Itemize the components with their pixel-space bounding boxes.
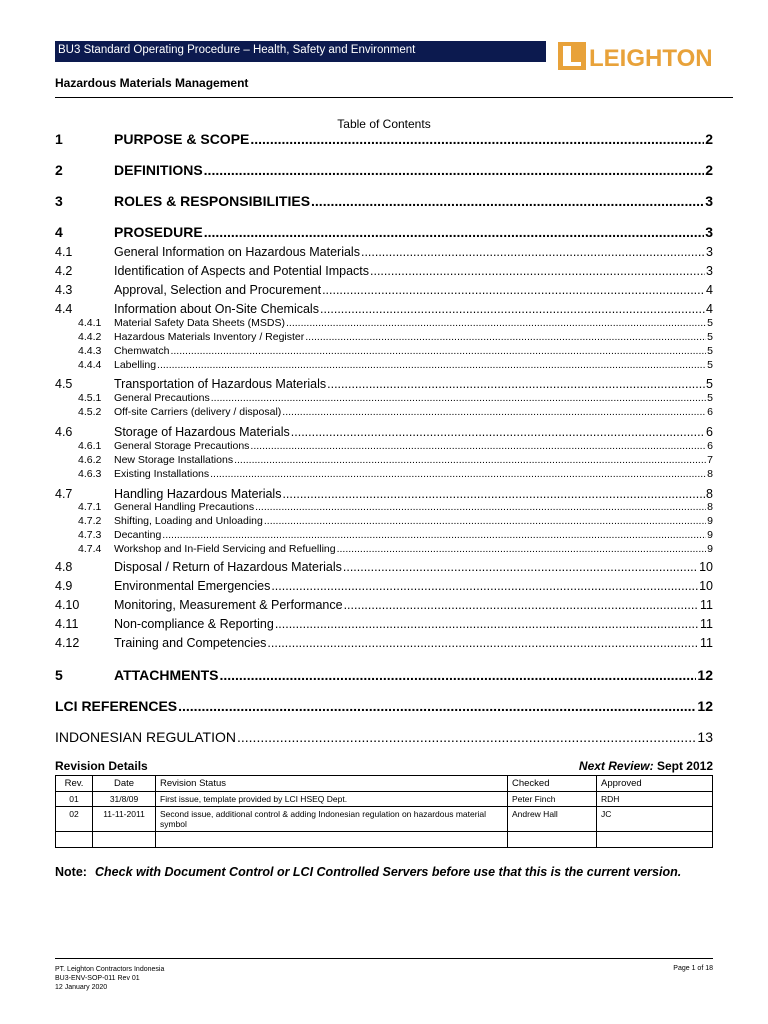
toc-leader-dots xyxy=(275,617,699,631)
toc-entry[interactable] xyxy=(55,487,713,501)
toc-entry-number: 4.6 xyxy=(55,425,73,439)
toc-leader-dots xyxy=(234,454,706,466)
toc-entry-number: 4.7.4 xyxy=(78,543,102,555)
toc-entry[interactable] xyxy=(55,425,713,439)
toc-entry[interactable] xyxy=(55,377,713,391)
toc-entry[interactable] xyxy=(55,131,713,147)
table-row: 01 31/8/09 First issue, template provided by LCI HSEQ Dept. Peter Finch RDH xyxy=(56,792,713,807)
toc-entry-number: 4.1 xyxy=(55,245,73,259)
toc-entry-page: 11 xyxy=(700,617,713,631)
col-rev: Rev. xyxy=(56,776,93,792)
toc-entry-number: 4.3 xyxy=(55,283,73,297)
toc-entry-title: Labelling xyxy=(114,359,157,371)
toc-entry-number: 4.4 xyxy=(55,302,73,316)
toc-entry[interactable] xyxy=(55,331,713,343)
col-status: Revision Status xyxy=(156,776,508,792)
toc-entry-number: 4.4.2 xyxy=(78,331,102,343)
toc-leader-dots xyxy=(170,345,706,357)
toc-entry-title: General Information on Hazardous Materials xyxy=(114,245,360,259)
toc-entry[interactable] xyxy=(55,224,713,240)
toc-leader-dots xyxy=(337,543,707,555)
toc-entry-title: Shifting, Loading and Unloading xyxy=(114,515,263,527)
toc-leader-dots xyxy=(162,529,706,541)
footer-date: 12 January 2020 xyxy=(55,984,108,991)
toc-entry[interactable] xyxy=(55,515,713,527)
toc-leader-dots xyxy=(204,224,705,240)
toc-entry[interactable] xyxy=(55,501,713,513)
sop-title: BU3 Standard Operating Procedure – Health, Safety and Environment xyxy=(58,44,416,56)
toc-entry-page: 12 xyxy=(697,667,713,683)
toc-entry-title: ATTACHMENTS xyxy=(114,667,219,683)
toc-entry[interactable] xyxy=(55,193,713,209)
toc-entry-page: 11 xyxy=(700,598,713,612)
toc-leader-dots xyxy=(311,193,704,209)
toc-leader-dots xyxy=(344,598,699,612)
toc-leader-dots xyxy=(204,162,705,178)
sop-title-bar xyxy=(55,41,546,62)
toc-entry-title: Existing Installations xyxy=(114,468,210,480)
toc-entry[interactable] xyxy=(55,617,713,631)
toc-entry-title: PURPOSE & SCOPE xyxy=(114,131,250,147)
toc-entry-page: 3 xyxy=(706,264,713,278)
toc-entry[interactable] xyxy=(55,598,713,612)
footer-page-number: Page 1 of 18 xyxy=(673,965,713,972)
toc-leader-dots xyxy=(237,729,696,745)
toc-entry-number: 4.5.2 xyxy=(78,406,102,418)
toc-entry-number: 4 xyxy=(55,224,63,240)
leighton-logo xyxy=(558,41,730,71)
toc-entry[interactable] xyxy=(55,667,713,683)
toc-leader-dots xyxy=(211,392,706,404)
toc-entry-title: Information about On-Site Chemicals xyxy=(114,302,319,316)
toc-entry-page: 6 xyxy=(707,440,713,452)
note xyxy=(55,864,715,881)
toc-leader-dots xyxy=(305,331,706,343)
toc-entry-page: 8 xyxy=(707,501,713,513)
toc-entry-page: 3 xyxy=(706,245,713,259)
note-label: Note: xyxy=(55,865,87,879)
toc-entry-page: 5 xyxy=(707,345,713,357)
toc-entry-number: 4.10 xyxy=(55,598,80,612)
toc-leader-dots xyxy=(250,440,706,452)
toc-entry-number: 4.7.2 xyxy=(78,515,102,527)
toc-entry-number: 4.6.2 xyxy=(78,454,102,466)
col-approved: Approved xyxy=(597,776,713,792)
toc-entry-title: Disposal / Return of Hazardous Materials xyxy=(114,560,342,574)
toc-leader-dots xyxy=(291,425,705,439)
toc-entry-number: 2 xyxy=(55,162,63,178)
toc-leader-dots xyxy=(327,377,705,391)
toc-entry[interactable] xyxy=(55,543,713,555)
table-row xyxy=(56,832,713,848)
toc-entry-page: 8 xyxy=(707,468,713,480)
toc-entry-title: General Storage Precautions xyxy=(114,440,250,452)
toc-leader-dots xyxy=(343,560,698,574)
toc-entry[interactable] xyxy=(55,302,713,316)
toc-entry-page: 10 xyxy=(699,560,713,574)
toc-entry-number: 4.4.3 xyxy=(78,345,102,357)
toc-entry-title: Hazardous Materials Inventory / Register xyxy=(114,331,305,343)
toc-entry-page: 5 xyxy=(707,331,713,343)
toc-entry-page: 5 xyxy=(707,317,713,329)
toc-entry-number: 4.5 xyxy=(55,377,73,391)
toc-leader-dots xyxy=(178,698,696,714)
toc-entry-title: Identification of Aspects and Potential Impacts xyxy=(114,264,370,278)
toc-entry-page: 4 xyxy=(706,302,713,316)
toc-entry-number: 4.5.1 xyxy=(78,392,102,404)
toc-entry-title: Handling Hazardous Materials xyxy=(114,487,282,501)
toc-entry-page: 2 xyxy=(705,162,713,178)
toc-entry-page: 13 xyxy=(697,729,713,745)
toc-entry[interactable] xyxy=(55,264,713,278)
revision-table xyxy=(55,775,713,848)
toc-entry-number: 4.6.3 xyxy=(78,468,102,480)
toc-leader-dots xyxy=(322,283,705,297)
toc-entry[interactable] xyxy=(55,406,713,418)
toc-entry-number: 4.2 xyxy=(55,264,73,278)
toc-entry-title: New Storage Installations xyxy=(114,454,234,466)
toc-entry-title: Monitoring, Measurement & Performance xyxy=(114,598,343,612)
toc-entry[interactable] xyxy=(55,359,713,371)
footer-info xyxy=(55,965,164,992)
toc-entry[interactable] xyxy=(55,440,713,452)
toc-entry-page: 3 xyxy=(705,224,713,240)
toc-entry-number: 4.7.1 xyxy=(78,501,102,513)
toc-entry-page: 6 xyxy=(707,406,713,418)
toc-entry-number: 4.7 xyxy=(55,487,73,501)
toc-entry-number: 4.11 xyxy=(55,617,79,631)
toc-entry[interactable] xyxy=(55,698,713,714)
toc-entry-title: DEFINITIONS xyxy=(114,162,203,178)
footer-doc-ref: BU3-ENV-SOP-011 Rev 01 xyxy=(55,975,140,982)
toc-entry-number: 4.8 xyxy=(55,560,73,574)
toc-entry-page: 9 xyxy=(707,529,713,541)
note-text: Check with Document Control or LCI Controlled Servers before use that this is the current version. xyxy=(95,865,682,879)
toc-leader-dots xyxy=(267,636,699,650)
toc-leader-dots xyxy=(219,667,696,683)
toc-leader-dots xyxy=(370,264,705,278)
toc-entry-title: Training and Competencies xyxy=(114,636,267,650)
toc-entry-number: 5 xyxy=(55,667,63,683)
toc-leader-dots xyxy=(271,579,698,593)
toc-entry-page: 6 xyxy=(706,425,713,439)
toc-entry-title: Off-site Carriers (delivery / disposal) xyxy=(114,406,282,418)
toc-title: Table of Contents xyxy=(337,117,431,131)
toc-leader-dots xyxy=(286,317,706,329)
toc-entry-title: ROLES & RESPONSIBILITIES xyxy=(114,193,311,209)
toc-leader-dots xyxy=(157,359,706,371)
toc-entry[interactable] xyxy=(55,729,713,745)
toc-entry-page: 2 xyxy=(705,131,713,147)
toc-entry[interactable] xyxy=(55,529,713,541)
toc-entry[interactable] xyxy=(55,283,713,297)
toc-entry-title: Material Safety Data Sheets (MSDS) xyxy=(114,317,285,329)
toc-entry-title: Chemwatch xyxy=(114,345,170,357)
toc-entry[interactable] xyxy=(55,468,713,480)
toc-entry[interactable] xyxy=(55,345,713,357)
col-date: Date xyxy=(93,776,156,792)
toc-entry-page: 9 xyxy=(707,543,713,555)
toc-entry[interactable] xyxy=(55,245,713,259)
toc-entry-page: 5 xyxy=(707,359,713,371)
toc-entry-page: 9 xyxy=(707,515,713,527)
toc-entry[interactable] xyxy=(55,317,713,329)
toc-entry[interactable] xyxy=(55,636,713,650)
toc-entry-title: LCI REFERENCES xyxy=(55,698,178,714)
toc-entry-number: 1 xyxy=(55,131,63,147)
next-review-value: Sept 2012 xyxy=(656,759,713,773)
toc-entry[interactable] xyxy=(55,579,713,593)
toc-leader-dots xyxy=(264,515,706,527)
toc-entry-page: 5 xyxy=(707,392,713,404)
toc-entry-title: Environmental Emergencies xyxy=(114,579,271,593)
toc-entry-number: 4.7.3 xyxy=(78,529,102,541)
table-row: 02 11-11-2011 Second issue, additional control & adding Indonesian regulation on hazardous material symbol Andrew Hall JC xyxy=(56,807,713,832)
toc-entry-number: 4.9 xyxy=(55,579,73,593)
toc-leader-dots xyxy=(320,302,705,316)
toc-entry-number: 4.4.1 xyxy=(78,317,102,329)
toc-entry-title: Storage of Hazardous Materials xyxy=(114,425,290,439)
toc-entry-title: PROSEDURE xyxy=(114,224,203,240)
toc-entry-number: 4.12 xyxy=(55,636,80,650)
toc-entry-title: INDONESIAN REGULATION xyxy=(55,729,236,745)
footer-company: PT. Leighton Contractors Indonesia xyxy=(55,966,165,973)
toc-leader-dots xyxy=(255,501,706,513)
toc-leader-dots xyxy=(282,406,706,418)
toc-leader-dots xyxy=(282,487,705,501)
next-review xyxy=(500,759,713,773)
toc-leader-dots xyxy=(250,131,704,147)
next-review-label: Next Review: xyxy=(578,759,654,773)
toc-entry-title: Decanting xyxy=(114,529,162,541)
toc-entry-page: 4 xyxy=(706,283,713,297)
toc-entry-title: Approval, Selection and Procurement xyxy=(114,283,322,297)
toc-leader-dots xyxy=(361,245,705,259)
toc-leader-dots xyxy=(210,468,706,480)
document-subtitle: Hazardous Materials Management xyxy=(55,76,249,90)
col-checked: Checked xyxy=(508,776,597,792)
toc-entry-number: 4.6.1 xyxy=(78,440,102,452)
footer-divider xyxy=(55,958,713,959)
toc-entry[interactable] xyxy=(55,560,713,574)
toc-entry-title: General Handling Precautions xyxy=(114,501,255,513)
toc-entry-title: Workshop and In-Field Servicing and Refuelling xyxy=(114,543,336,555)
toc-entry[interactable] xyxy=(55,454,713,466)
logo-text: LEIGHTON xyxy=(589,45,713,71)
toc-entry-page: 11 xyxy=(700,636,713,650)
toc-entry-page: 7 xyxy=(707,454,713,466)
toc-entry-page: 12 xyxy=(697,698,713,714)
header-divider xyxy=(55,97,733,98)
toc-entry-title: Non-compliance & Reporting xyxy=(114,617,274,631)
toc-entry-title: Transportation of Hazardous Materials xyxy=(114,377,327,391)
toc-entry-number: 3 xyxy=(55,193,63,209)
toc-entry-page: 8 xyxy=(706,487,713,501)
toc-entry-page: 5 xyxy=(706,377,713,391)
toc-entry-number: 4.4.4 xyxy=(78,359,102,371)
toc-entry[interactable] xyxy=(55,162,713,178)
toc-entry[interactable] xyxy=(55,392,713,404)
revision-heading: Revision Details xyxy=(55,759,148,773)
revision-table-header xyxy=(56,776,713,792)
toc-entry-page: 10 xyxy=(699,579,713,593)
toc-entry-title: General Precautions xyxy=(114,392,210,404)
toc-entry-page: 3 xyxy=(705,193,713,209)
